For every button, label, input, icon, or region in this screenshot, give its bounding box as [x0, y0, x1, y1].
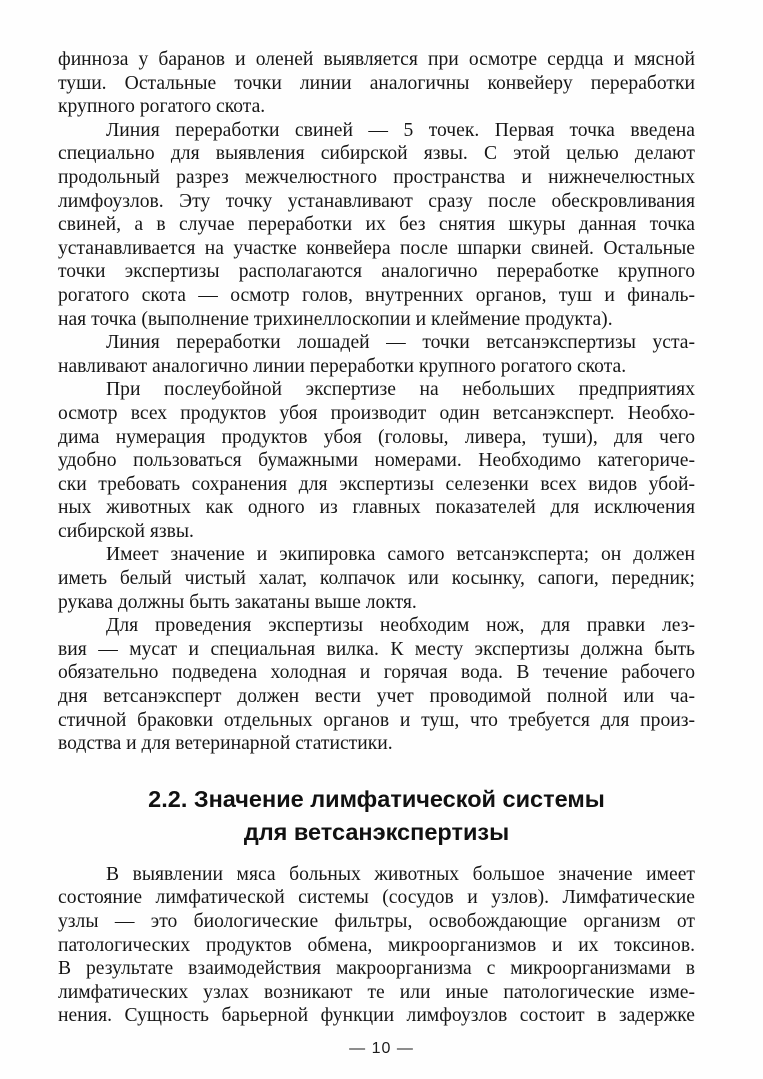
paragraph [58, 378, 695, 543]
text-line: узлы — это биологические фильтры, освобождающие организм от [58, 911, 695, 932]
text-line: лимфоузлов. Эту точку устанавливают сразу после обескровливания [58, 190, 695, 212]
paragraph [58, 863, 695, 1028]
text-line: Линия переработки лошадей — точки ветсанэкспертизы уста- [106, 332, 695, 354]
paragraph [58, 331, 695, 378]
text-line: При послеубойной экспертизе на небольших предприятиях [106, 379, 695, 401]
heading-line: для ветсанэкспертизы [243, 818, 510, 845]
text-line: свиней, а в случае переработки их без снятия шкуры данная точка [58, 214, 695, 236]
text-line: туши. Остальные точки линии аналогичны конвейеру переработки [58, 72, 695, 94]
text-line: иметь белый чистый халат, колпачок или косынку, сапоги, передник; [58, 568, 695, 590]
text-line: точки экспертизы располагаются аналогично переработке крупного [58, 261, 695, 283]
text-line: Имеет значение и экипировка самого ветсанэксперта; он должен [106, 544, 695, 566]
text-line: Линия переработки свиней — 5 точек. Первая точка введена [106, 119, 695, 141]
text-line: В выявлении мяса больных животных большое значение имеет [106, 863, 695, 885]
heading-line: 2.2. Значение лимфатической системы [148, 785, 605, 812]
text-line: навливают аналогично линии переработки крупного рогатого скота. [58, 355, 627, 377]
text-line: ных животных как одного из главных показателей для исключения [58, 497, 695, 519]
section-heading [58, 783, 695, 849]
text-line: вия — мусат и специальная вилка. К месту экспертизы должна быть [58, 638, 695, 660]
text-line: продольный разрез межчелюстного пространства и нижнечелюстных [58, 166, 695, 188]
text-line: устанавливается на участке конвейера после шпарки свиней. Остальные [58, 237, 695, 259]
text-line: дня ветсанэксперт должен вести учет проводимой полной или ча- [58, 686, 695, 708]
text-line: рогатого скота — осмотр голов, внутренних органов, туш и финаль- [58, 284, 695, 306]
text-line: ски требовать сохранения для экспертизы селезенки всех видов убой- [58, 473, 695, 495]
paragraph [58, 614, 695, 756]
page-number: — 10 — [349, 1040, 414, 1057]
text-line: нения. Сущность барьерной функции лимфоузлов состоит в задержке [58, 1005, 695, 1027]
text-line: специально для выявления сибирской язвы. С этой целью делают [58, 143, 695, 165]
text-line: В результате взаимодействия макроорганизма с микроорганизмами в [58, 958, 695, 980]
paragraph [58, 48, 695, 119]
paragraph [58, 119, 695, 331]
text-line: водства и для ветеринарной статистики. [58, 733, 393, 755]
text-block [58, 48, 695, 1028]
text-line: рукава должны быть закатаны выше локтя. [58, 591, 417, 613]
text-line: ная точка (выполнение трихинеллоскопии и клеймение продукта). [58, 308, 613, 330]
text-line: финноза у баранов и оленей выявляется при осмотре сердца и мясной [58, 49, 695, 70]
text-line: сибирской язвы. [58, 520, 194, 542]
paragraph [58, 543, 695, 614]
text-line: крупного рогатого скота. [58, 96, 266, 118]
text-line: удобно пользоваться бумажными номерами. Необходимо категориче- [58, 450, 695, 472]
text-line: лимфатических узлах возникают те или иные патологические изме- [58, 981, 695, 1003]
text-line: стичной браковки отдельных органов и туш, что требуется для произ- [58, 709, 695, 731]
text-line: обязательно подведена холодная и горячая вода. В течение рабочего [58, 662, 695, 684]
text-line: осмотр всех продуктов убоя производит один ветсанэксперт. Необхо- [58, 402, 695, 424]
text-line: Для проведения экспертизы необходим нож, для правки лез- [106, 615, 695, 637]
text-line: патологических продуктов обмена, микроорганизмов и их токсинов. [58, 934, 695, 956]
text-line: состояние лимфатической системы (сосудов и узлов). Лимфатические [58, 887, 695, 909]
text-line: дима нумерация продуктов убоя (головы, ливера, туши), для чего [58, 426, 695, 448]
